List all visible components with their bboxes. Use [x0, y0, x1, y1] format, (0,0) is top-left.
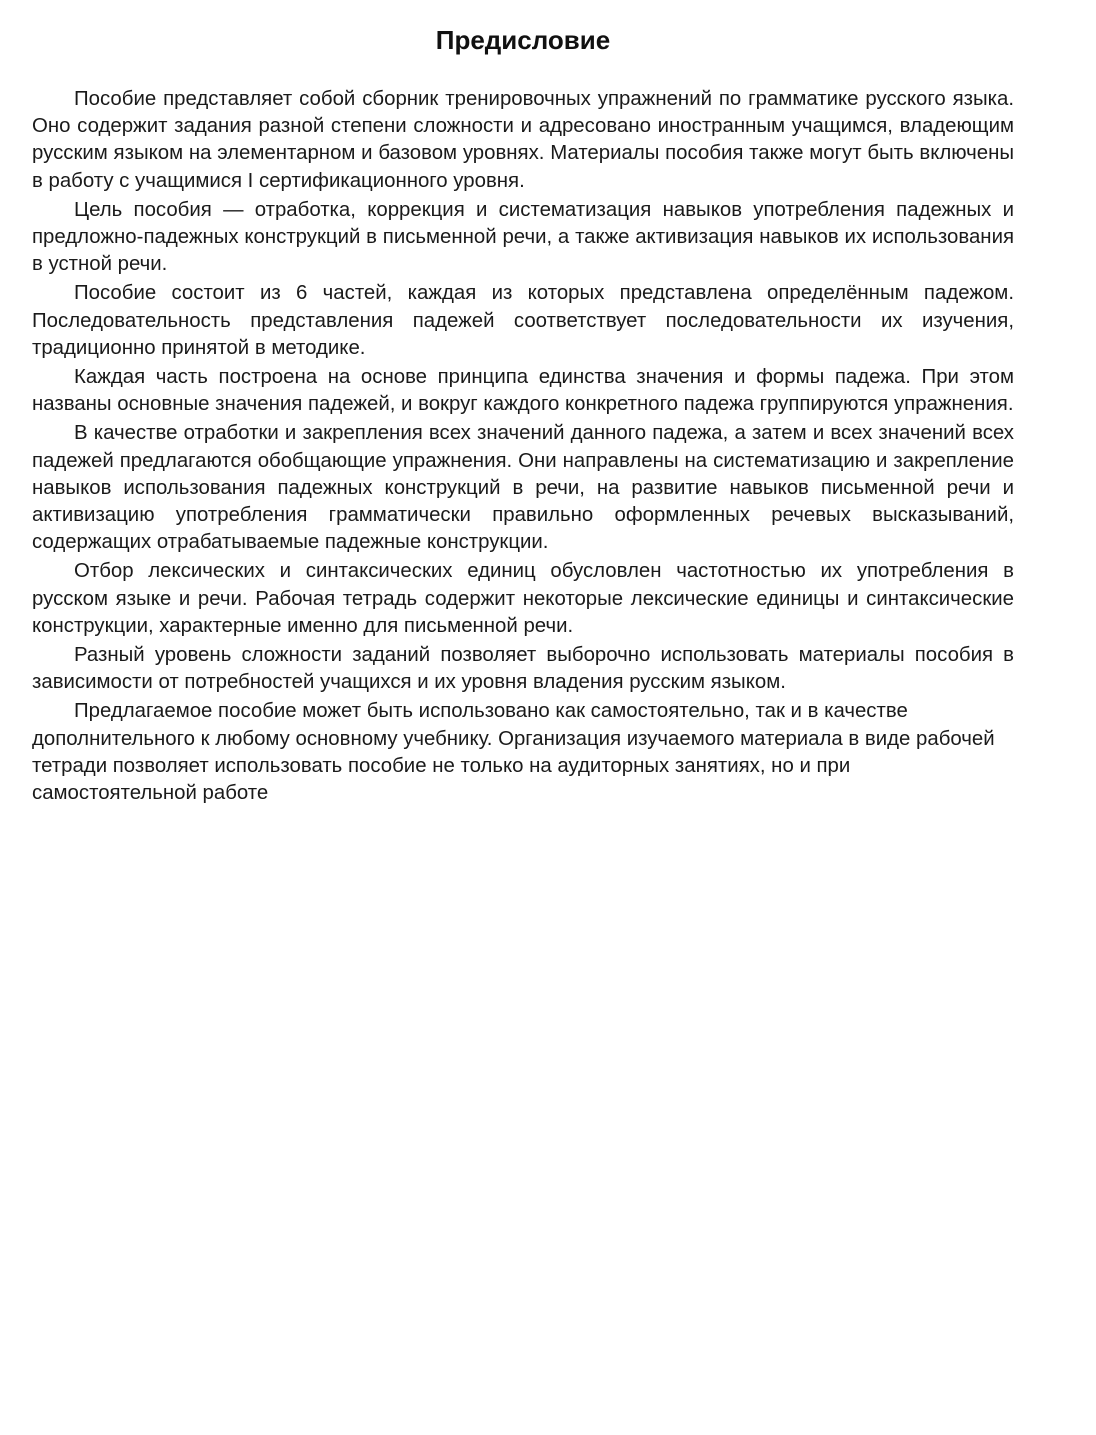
paragraph-6: Отбор лексических и синтаксических единиц обусловлен частотностью их употребления в русском языке и речи. Рабочая тетрадь содержит некоторые лексические единицы и синтаксические конструкции, характерные именно для письменной речи. — [32, 560, 1014, 637]
paragraph-5: В качестве отработки и закрепления всех значений данного падежа, а затем и всех значений всех падежей предлагаются обобщающие упражнения. Они направлены на систематизацию и закрепление навыков использования падежных конструкций в речи, на развитие навыков письменной речи и активизацию употребления грамматически правильно оформленных речевых высказываний, содержащих отрабатываемые падежные конструкции. — [32, 422, 1014, 554]
preface-body — [32, 86, 1014, 809]
paragraph-7: Разный уровень сложности заданий позволяет выборочно использовать материалы пособия в зависимости от потребностей учащихся и их уровня владения русским языком. — [32, 644, 1014, 694]
paragraph-1: Пособие представляет собой сборник тренировочных упражнений по грамматике русского языка. Оно содержит задания разной степени сложности и адресовано иностранным учащимся, владеющим русским языком на элементарном и базовом уровнях. Материалы пособия также могут быть включены в работу с учащимися I сертификационного уровня. — [32, 88, 1014, 192]
paragraph-2: Цель пособия — отработка, коррекция и систематизация навыков употребления падежных и предложно-падежных конструкций в письменной речи, а также активизация навыков их использования в устной речи. — [32, 198, 1014, 276]
page-title: Предисловие — [435, 25, 611, 55]
paragraph-8: Предлагаемое пособие может быть использовано как самостоятельно, так и в качестве дополнительного к любому основному учебнику. Организация изучаемого материала в виде рабочей тетради позволяет использовать пособие не только на аудиторных занятиях, но и при самостоятельной работе — [32, 700, 995, 805]
paragraph-4: Каждая часть построена на основе принципа единства значения и формы падежа. При этом названы основные значения падежей, и вокруг каждого конкретного падежа группируются упражнения. — [32, 366, 1014, 416]
paragraph-3: Пособие состоит из 6 частей, каждая из которых представлена определённым падежом. Последовательность представления падежей соответствует последовательности их изучения, традиционно принятой в методике. — [32, 282, 1014, 359]
